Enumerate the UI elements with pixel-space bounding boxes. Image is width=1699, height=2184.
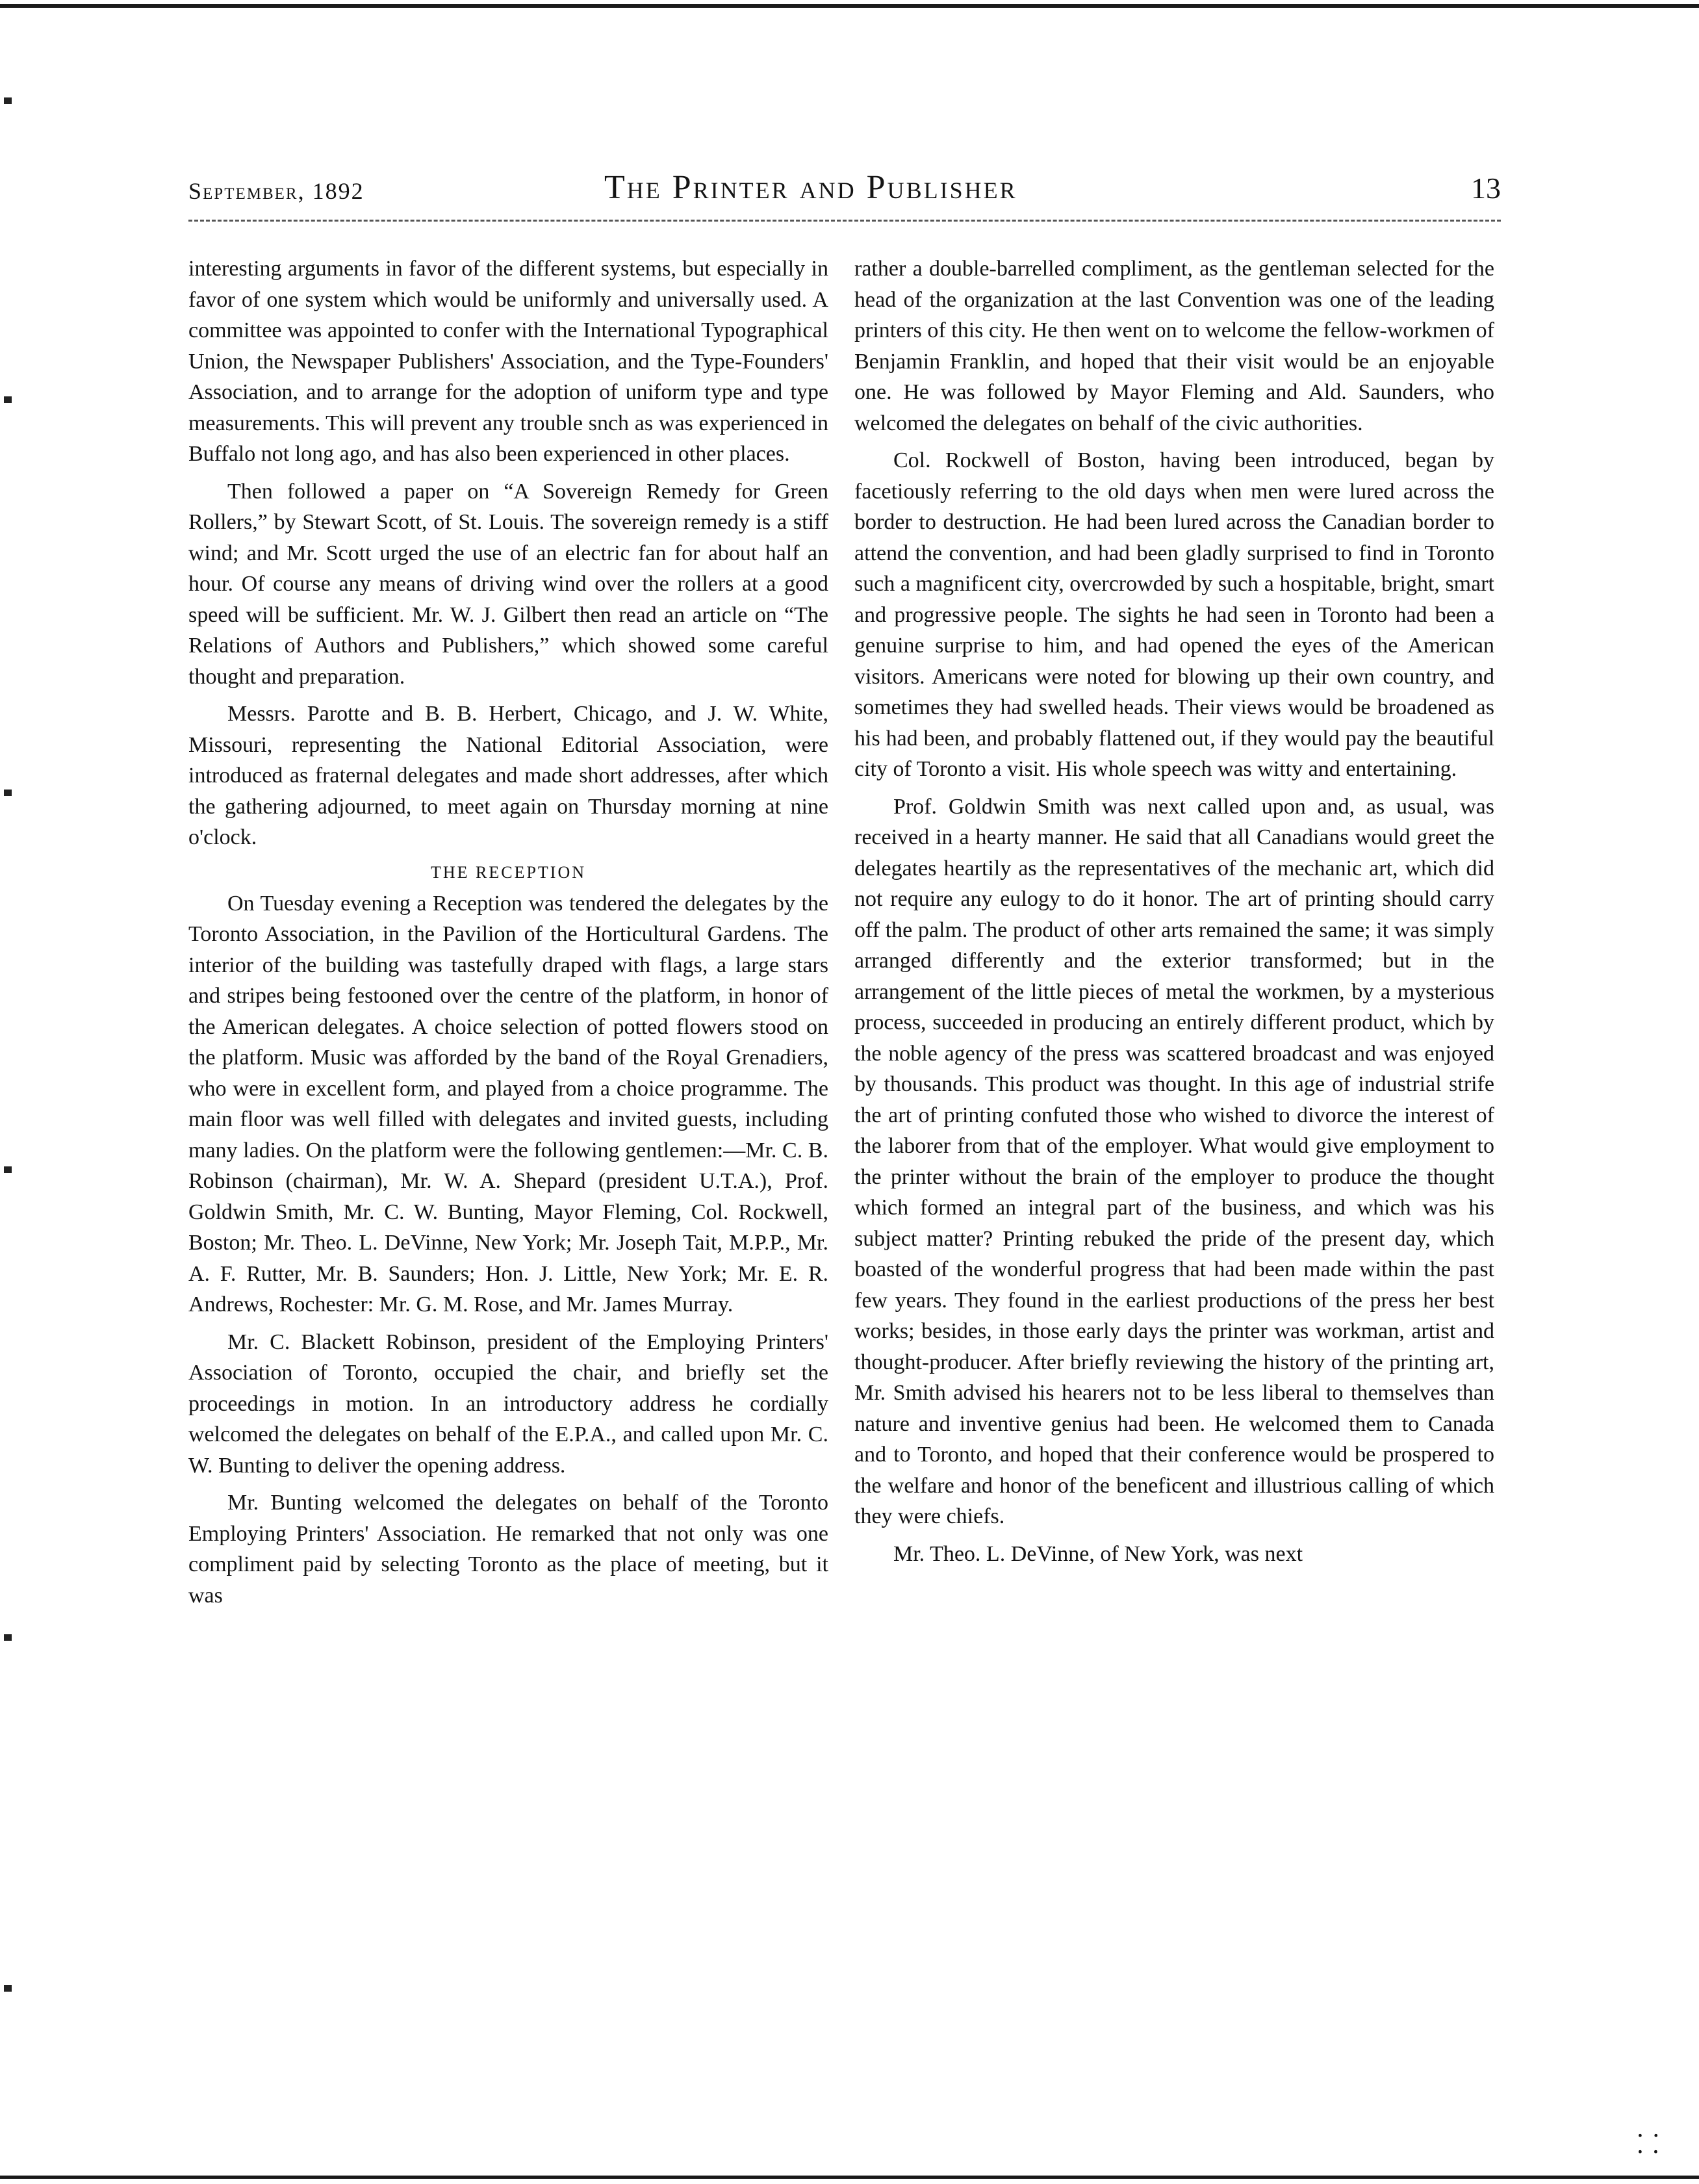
article-paragraph: Then followed a paper on “A Sovereign Remedy for Green Rollers,” by Stewart Scott, of St. Louis. The sovereign remedy is a stiff wind; and Mr. Scott urged the use of an electric fan for about half an hour. Of course any means of driving wind over the rollers at a good speed will be sufficient. Mr. W. J. Gilbert then read an article on “The Relations of Authors and Publishers,” which showed some careful thought and preparation. (188, 479, 828, 689)
article-paragraph: Mr. Theo. L. DeVinne, of New York, was next (893, 1541, 1303, 1566)
header-rule (188, 220, 1501, 222)
section-heading: THE RECEPTION (430, 862, 587, 882)
article-paragraph: Prof. Goldwin Smith was next called upon and, as usual, was received in a hearty manner. He said that all Canadians would greet the delegates heartily as the representatives of the mechanic art, which did not require any eulogy to do it honor. The art of printing should carry off the palm. The product of other arts remained the same; it was simply arranged differently and the exterior transformed; but in the arrangement of the little pieces of metal the workmen, by a mysterious process, succeeded in producing an entirely different product, which by the noble agency of the press was scattered broadcast and was enjoyed by thousands. This product was thought. In this age of industrial strife the art of printing confuted those who wished to divorce the interest of the laborer from that of the employer. What would give employment to the printer without the brain of the employer to produce the thought which formed an integral part of the business, and which was his subject matter? Printing rebuked the pride of the present day, which boasted of the wonderful progress that had been made within the past few years. They found in the earliest productions of the press her best works; besides, in those early days the printer was workman, artist and thought-producer. After briefly reviewing the history of the printing art, Mr. Smith advised his hearers not to be less liberal to themselves than nature and inventive genius had been. He welcomed them to Canada and to Toronto, and hoped that their conference would be prospered to the welfare and honor of the beneficent and illustrious calling of which they were chiefs. (854, 794, 1494, 1528)
top-page-rule (0, 4, 1699, 8)
page-number: 13 (1471, 172, 1501, 205)
publication-title: The Printer and Publisher (604, 169, 1017, 206)
article-paragraph: interesting arguments in favor of the different systems, but especially in favor of one system which would be uniformly and universally used. A committee was appointed to confer with the International Typographical Union, the Newspaper Publishers' Association, and the Type-Founders' Association, and to arrange for the adoption of uniform type and type measurements. This will prevent any trouble snch as was experienced in Buffalo not long ago, and has also been experienced in other places. (188, 257, 828, 466)
article-paragraph: rather a double-barrelled compliment, as the gentleman selected for the head of the organization at the last Convention was one of the leading printers of this city. He then went on to welcome the fellow-workmen of Benjamin Franklin, and hoped that their visit would be an enjoyable one. He was followed by Mayor Fleming and Ald. Saunders, who welcomed the delegates on behalf of the civic authorities. (854, 257, 1494, 435)
corner-mark: ⸬ (1637, 2129, 1659, 2159)
running-header (188, 169, 1501, 211)
article-paragraph: Mr. C. Blackett Robinson, president of the Employing Printers' Association of Toronto, occupied the chair, and briefly set the proceedings in motion. In an introductory address he cordially welcomed the delegates on behalf of the E.P.A., and called upon Mr. C. W. Bunting to deliver the opening address. (188, 1330, 828, 1478)
article-paragraph: Messrs. Parotte and B. B. Herbert, Chicago, and J. W. White, Missouri, representing the National Editorial Association, were introduced as fraternal delegates and made short addresses, after which the gathering adjourned, to meet again on Thursday morning at nine o'clock. (188, 702, 828, 849)
bottom-page-rule (0, 2176, 1699, 2179)
right-column (854, 253, 1494, 1576)
left-column (188, 253, 828, 1617)
article-paragraph: On Tuesday evening a Reception was tendered the delegates by the Toronto Association, in the Pavilion of the Horticultural Gardens. The interior of the building was tastefully draped with flags, a large stars and stripes being festooned over the centre of the platform, in honor of the American delegates. A choice selection of potted flowers stood on the platform. Music was afforded by the band of the Royal Grenadiers, who were in excellent form, and played from a choice programme. The main floor was well filled with delegates and invited guests, including many ladies. On the platform were the following gentlemen:—Mr. C. B. Robinson (chairman), Mr. W. A. Shepard (president U.T.A.), Prof. Goldwin Smith, Mr. C. W. Bunting, Mayor Fleming, Col. Rockwell, Boston; Mr. Theo. L. DeVinne, New York; Mr. Joseph Tait, M.P.P., Mr. A. F. Rutter, Mr. B. Saunders; Hon. J. Little, New York; Mr. E. R. Andrews, Rochester: Mr. G. M. Rose, and Mr. James Murray. (188, 891, 828, 1317)
article-paragraph: Mr. Bunting welcomed the delegates on behalf of the Toronto Employing Printers' Association. He remarked that not only was one compliment paid by selecting Toronto as the place of meeting, but it was (188, 1491, 828, 1608)
article-paragraph: Col. Rockwell of Boston, having been introduced, began by facetiously referring to the old days when men were lured across the border to destruction. He had been lured across the Canadian border to attend the convention, and had been gladly surprised to find in Toronto such a magnificent city, overcrowded by such a hospitable, bright, smart and progressive people. The sights he had seen in Toronto had been a genuine surprise to him, and had opened the eyes of the American visitors. Americans were noted for blowing up their own country, and sometimes they had swelled heads. Their views would be broadened as his had been, and probably flattened out, if they would pay the beautiful city of Toronto a visit. His whole speech was witty and entertaining. (854, 448, 1494, 781)
issue-date: September, 1892 (188, 178, 364, 204)
